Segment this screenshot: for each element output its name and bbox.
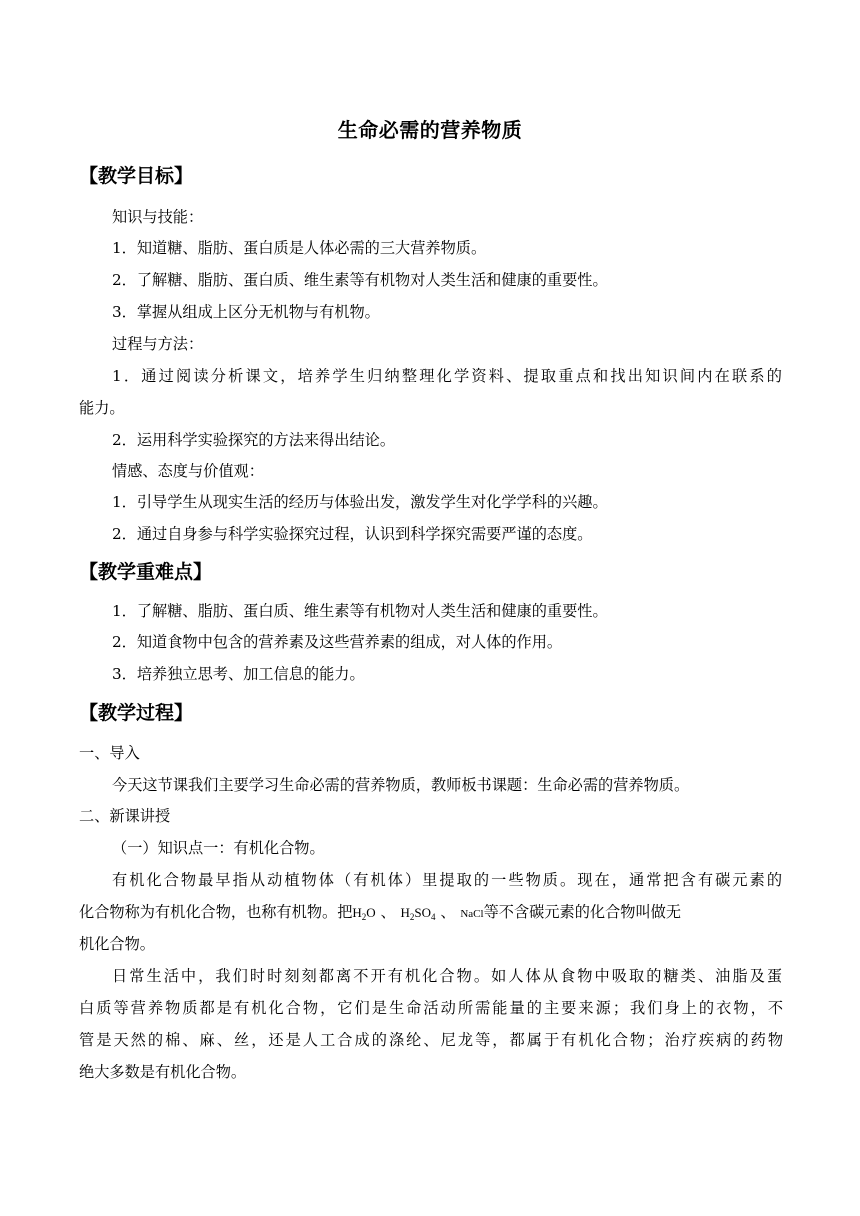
formula-nacl: NaCl: [460, 908, 484, 920]
para2-line3: 管是天然的棉、麻、丝，还是人工合成的涤纶、尼龙等，都属于有机化合物；治疗疾病的药物: [79, 1031, 783, 1049]
goal-emotion-1: 1．引导学生从现实生活的经历与体验出发，激发学生对化学学科的兴趣。: [112, 493, 608, 511]
key-point-3: 3．培养独立思考、加工信息的能力。: [112, 665, 365, 683]
label-emotion-values: 情感、态度与价值观：: [112, 462, 264, 480]
goal-emotion-2: 2．通过自身参与科学实验探究过程，认识到科学探究需要严谨的态度。: [112, 525, 593, 543]
section-new-lesson-label: 二、新课讲授: [79, 807, 171, 825]
label-process-methods: 过程与方法：: [112, 335, 204, 353]
knowledge-point-1-title: （一）知识点一：有机化合物。: [112, 839, 325, 857]
label-knowledge-skills: 知识与技能：: [112, 208, 204, 226]
para1-line2-prefix: 化合物称为有机化合物，也称有机物。把: [79, 903, 353, 921]
para1-line1: 有机化合物最早指从动植物体（有机体）里提取的一些物质。现在，通常把含有碳元素的: [112, 871, 782, 889]
goal-process-1a: 1．通过阅读分析课文，培养学生归纳整理化学资料、提取重点和找出知识间内在联系的: [112, 367, 782, 385]
para1-line2: 化合物称为有机化合物，也称有机物。把$H_2O$ 、 $H_2SO_4$ 、 NaCl等不含碳元素的化合物叫做无: [79, 903, 682, 922]
key-point-2: 2．知道食物中包含的营养素及这些营养素的组成，对人体的作用。: [112, 633, 563, 651]
para2-line1: 日常生活中，我们时时刻刻都离不开有机化合物。如人体从食物中吸取的糖类、油脂及蛋: [112, 967, 782, 985]
formula-h2o: $H_2O$: [352, 905, 376, 922]
heading-teaching-goals: 【教学目标】: [79, 165, 194, 187]
goal-knowledge-3: 3．掌握从组成上区分无机物与有机物。: [112, 303, 380, 321]
heading-teaching-process: 【教学过程】: [79, 702, 194, 724]
document-title: 生命必需的营养物质: [337, 118, 523, 142]
key-point-1: 1．了解糖、脂肪、蛋白质、维生素等有机物对人类生活和健康的重要性。: [112, 602, 608, 620]
para1-line2-suffix: 等不含碳元素的化合物叫做无: [483, 903, 682, 921]
section-intro-text: 今天这节课我们主要学习生命必需的营养物质，教师板书课题：生命必需的营养物质。: [112, 776, 690, 794]
formula-h2so4: $H_2SO_4$: [400, 905, 436, 922]
section-intro-label: 一、导入: [79, 744, 140, 762]
goal-process-2: 2．运用科学实验探究的方法来得出结论。: [112, 431, 396, 449]
para2-line4: 绝大多数是有机化合物。: [79, 1063, 247, 1081]
goal-knowledge-2: 2．了解糖、脂肪、蛋白质、维生素等有机物对人类生活和健康的重要性。: [112, 271, 608, 289]
goal-process-1b: 能力。: [79, 399, 125, 417]
para2-line2: 白质等营养物质都是有机化合物，它们是生命活动所需能量的主要来源；我们身上的衣物，不: [79, 999, 783, 1017]
goal-knowledge-1: 1．知道糖、脂肪、蛋白质是人体必需的三大营养物质。: [112, 239, 487, 257]
heading-key-points: 【教学重难点】: [79, 561, 213, 583]
para1-line3: 机化合物。: [79, 935, 155, 953]
